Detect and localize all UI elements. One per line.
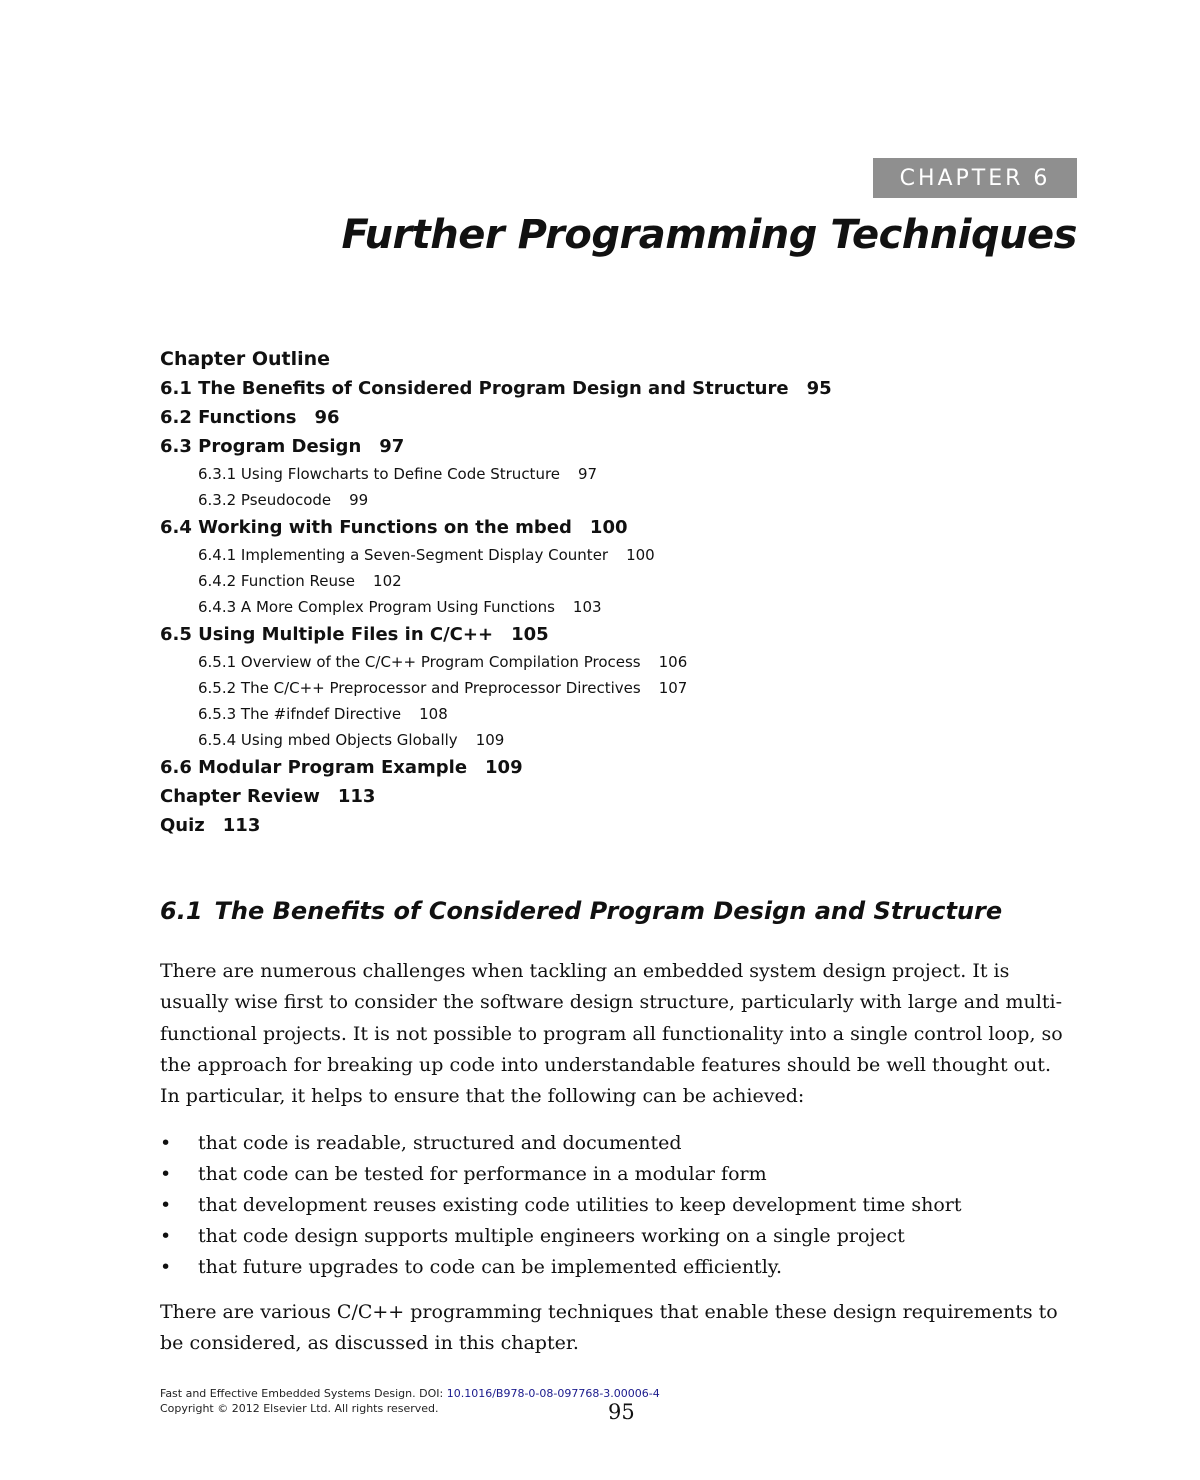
toc-page-number: 97 — [379, 436, 405, 457]
toc-subentry[interactable] — [160, 594, 1060, 620]
toc-entry[interactable] — [160, 782, 1060, 811]
toc-label: 6.4.2 Function Reuse — [198, 572, 356, 590]
toc-page-number: 97 — [578, 465, 598, 483]
section-title: The Benefits of Considered Program Design and Structure — [214, 897, 1003, 925]
toc-label: 6.4.3 A More Complex Program Using Functions — [198, 598, 555, 616]
list-item-text: that future upgrades to code can be implemented efficiently. — [198, 1256, 783, 1278]
toc-subentry[interactable] — [160, 568, 1060, 594]
chapter-label: CHAPTER 6 — [873, 158, 1077, 198]
toc-subentry[interactable] — [160, 542, 1060, 568]
toc-page-number: 100 — [589, 517, 628, 538]
toc-subentry[interactable] — [160, 461, 1060, 487]
toc-page-number: 106 — [658, 653, 688, 671]
toc-label: 6.3 Program Design — [160, 436, 362, 457]
bullet-icon: • — [160, 1256, 172, 1278]
section-heading — [160, 897, 1002, 925]
toc-label: 6.3.2 Pseudocode — [198, 491, 332, 509]
toc-page-number: 105 — [511, 624, 549, 645]
toc-subentry[interactable] — [160, 701, 1060, 727]
list-item-text: that development reuses existing code utilities to keep development time short — [198, 1194, 962, 1216]
list-item — [160, 1159, 1065, 1190]
body-paragraph: There are numerous challenges when tackling an embedded system design project. It is usually wise first to consider the software design structure, particularly with large and multi-functional projects. It is not possible to program all functionality into a single control loop, so the approach for breaking up code into understandable features should be well thought out. In particular, it helps to ensure that the following can be achieved: — [160, 960, 1063, 1108]
toc-label: 6.5.2 The C/C++ Preprocessor and Preprocessor Directives — [198, 679, 641, 697]
chapter-outline — [160, 344, 1060, 840]
toc-entry[interactable] — [160, 432, 1060, 461]
toc-page-number: 103 — [572, 598, 602, 616]
toc-label: 6.5.1 Overview of the C/C++ Program Compilation Process — [198, 653, 641, 671]
page-number: 95 — [608, 1400, 635, 1424]
list-item-text: that code design supports multiple engineers working on a single project — [198, 1225, 905, 1247]
bullet-icon: • — [160, 1194, 172, 1216]
toc-subentry[interactable] — [160, 649, 1060, 675]
toc-page-number: 109 — [485, 757, 523, 778]
toc-subentry[interactable] — [160, 487, 1060, 513]
toc-label: Quiz — [160, 815, 205, 836]
toc-label: 6.4 Working with Functions on the mbed — [160, 517, 572, 538]
body-paragraph: There are various C/C++ programming techniques that enable these design requirements to be considered, as discussed in this chapter. — [160, 1301, 1058, 1355]
toc-label: 6.2 Functions — [160, 407, 297, 428]
toc-entry[interactable] — [160, 374, 1060, 403]
list-item — [160, 1128, 1065, 1159]
outline-heading: Chapter Outline — [160, 348, 331, 370]
bullet-icon: • — [160, 1132, 172, 1154]
toc-page-number: 96 — [314, 407, 340, 428]
list-item — [160, 1190, 1065, 1221]
footer-copyright: Copyright © 2012 Elsevier Ltd. All rights reserved. — [160, 1402, 439, 1415]
toc-entry[interactable] — [160, 513, 1060, 542]
list-item — [160, 1252, 1065, 1283]
toc-label: 6.4.1 Implementing a Seven-Segment Display Counter — [198, 546, 609, 564]
toc-page-number: 100 — [626, 546, 655, 564]
toc-label: 6.5 Using Multiple Files in C/C++ — [160, 624, 494, 645]
toc-label: Chapter Review — [160, 786, 320, 807]
toc-label: 6.1 The Benefits of Considered Program Design and Structure — [160, 378, 789, 399]
bullet-icon: • — [160, 1163, 172, 1185]
toc-entry[interactable] — [160, 403, 1060, 432]
toc-page-number: 102 — [373, 572, 402, 590]
toc-label: 6.5.4 Using mbed Objects Globally — [198, 731, 458, 749]
toc-page-number: 109 — [475, 731, 505, 749]
footer-book-line — [160, 1386, 660, 1401]
footer-book-title: Fast and Effective Embedded Systems Design. DOI: — [160, 1387, 444, 1400]
toc-page-number: 108 — [419, 705, 448, 723]
toc-page-number: 113 — [222, 815, 261, 836]
list-item-text: that code can be tested for performance in a modular form — [198, 1163, 767, 1185]
toc-subentry[interactable] — [160, 675, 1060, 701]
toc-page-number: 113 — [337, 786, 376, 807]
toc-entry[interactable] — [160, 753, 1060, 782]
doi-link[interactable]: 10.1016/B978-0-08-097768-3.00006-4 — [446, 1387, 660, 1400]
toc-subentry[interactable] — [160, 727, 1060, 753]
toc-page-number: 99 — [349, 491, 369, 509]
list-item-text: that code is readable, structured and documented — [198, 1132, 682, 1154]
toc-page-number: 95 — [806, 378, 832, 399]
bullet-icon: • — [160, 1225, 172, 1247]
toc-label: 6.3.1 Using Flowcharts to Define Code Structure — [198, 465, 561, 483]
bullet-list — [160, 1128, 1065, 1283]
chapter-title: Further Programming Techniques — [341, 212, 1077, 258]
page-footer — [160, 1386, 660, 1416]
toc-label: 6.5.3 The #ifndef Directive — [198, 705, 402, 723]
list-item — [160, 1221, 1065, 1252]
toc-entry[interactable] — [160, 620, 1060, 649]
toc-page-number: 107 — [658, 679, 688, 697]
toc-entry[interactable] — [160, 811, 1060, 840]
toc-label: 6.6 Modular Program Example — [160, 757, 468, 778]
section-number: 6.1 — [160, 897, 203, 925]
